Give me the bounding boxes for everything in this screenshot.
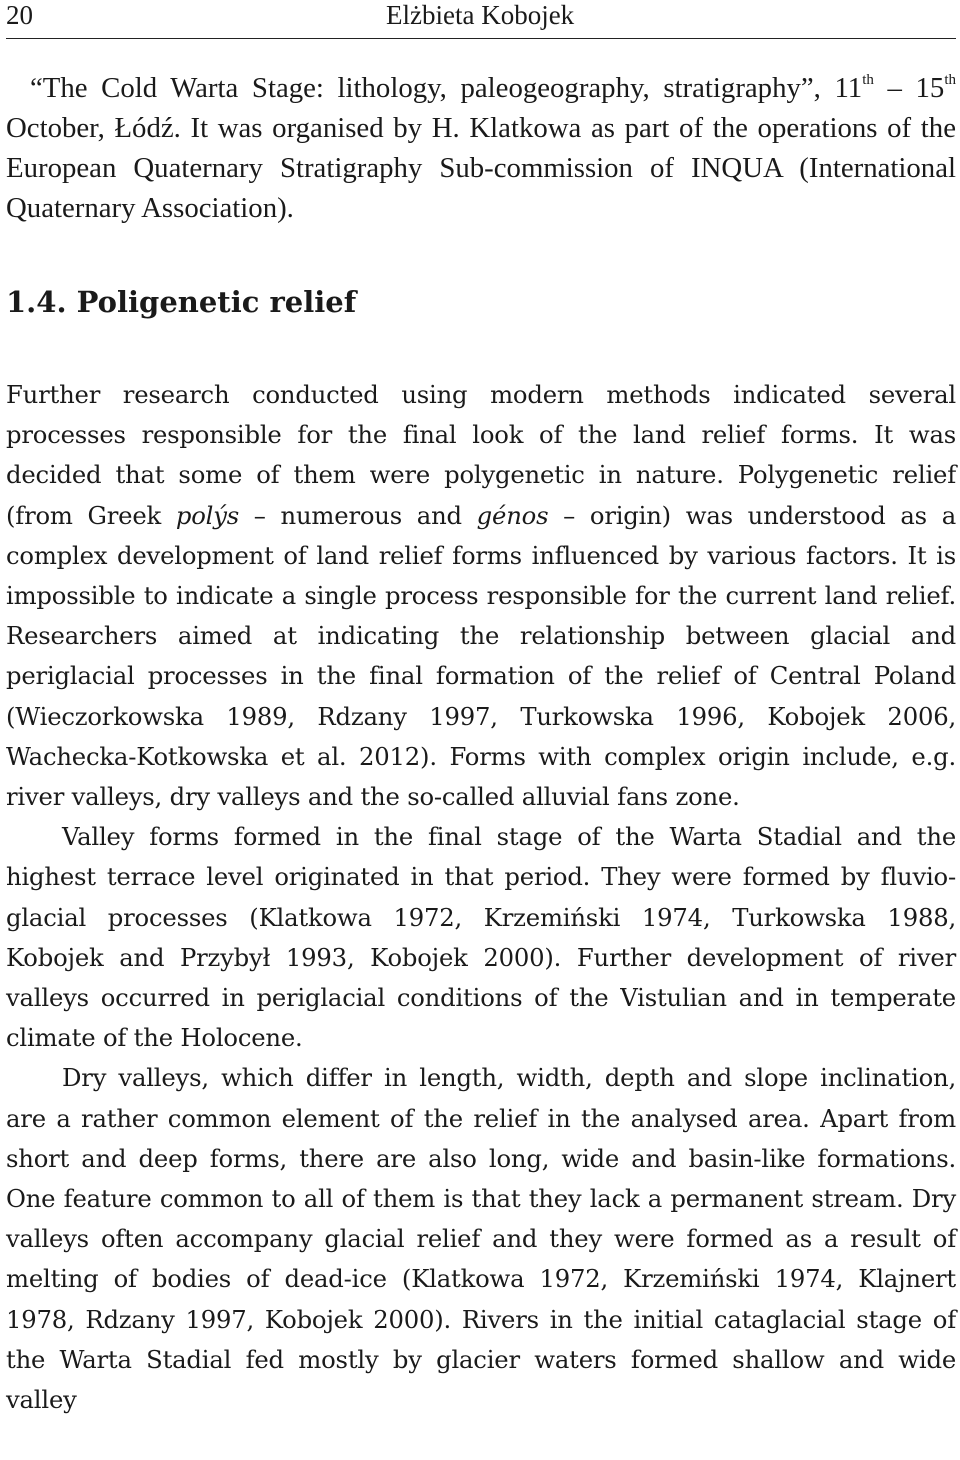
intro-text-part2: – 15 xyxy=(873,72,945,104)
paragraph-dry-valleys: Dry valleys, which differ in length, width, depth and slope inclination, are a rather common element of the relief in the analysed area. Apart from short and deep forms, there are also long, wide and basin-like formations. One feature common to all of them is that they lack a permanent stream. Dry valleys often accompany glacial relief and they were formed as a result of melting of bodies of dead-ice (Klatkowa 1972, Krzemiński 1974, Klajnert 1978, Rdzany 1997, Kobojek 2000). Rivers in the initial cataglacial stage of the Warta Stadial fed mostly by glacier waters formed shallow and wide valley xyxy=(6,1063,956,1415)
running-head xyxy=(6,0,956,39)
paragraph-polygenetic-c: – origin) was understood as a complex development of land relief forms influenced by various factors. It is impossible to indicate a single process responsible for the current land relief. Researchers aimed at indicating the relationship between glacial and periglacial processes in the final formation of the relief of Central Poland (Wieczorkowska 1989, Rdzany 1997, Turkowska 1996, Kobojek 2006, Wachecka-Kotkowska et al. 2012). Forms with complex origin include, e.g. river valleys, dry valleys and the so-called alluvial fans zone. xyxy=(6,500,956,812)
section-body xyxy=(6,375,956,1420)
paragraph-polygenetic xyxy=(6,375,956,817)
intro-text-part3: October, Łódź. It was organised by H. Klatkowa as part of the operations of the European Quaternary Stratigraphy Sub-commission of INQUA (International Quaternary Association). xyxy=(6,112,956,224)
paragraph-polygenetic-b: – numerous and xyxy=(239,500,477,530)
superscript-th-1: th xyxy=(862,72,874,88)
page-number: 20 xyxy=(6,0,33,30)
greek-term-polys: polýs xyxy=(175,500,239,530)
intro-paragraph xyxy=(6,68,956,228)
paragraph-polygenetic-a: Further research conducted using modern methods indicated several processes responsible for the final look of the land relief forms. It was decided that some of them were polygenetic in nature. Polygenetic relief (from Greek xyxy=(6,380,956,530)
section-heading: 1.4. Poligenetic relief xyxy=(6,285,357,319)
intro-text-part1: “The Cold Warta Stage: lithology, paleogeography, stratigraphy”, 11 xyxy=(30,72,863,104)
paragraph-valley-forms: Valley forms formed in the final stage of the Warta Stadial and the highest terrace level originated in that period. They were formed by fluvio-glacial processes (Klatkowa 1972, Krzemiński 1974, Turkowska 1988, Kobojek and Przybył 1993, Kobojek 2000). Further development of river valleys occurred in periglacial conditions of the Vistulian and in temperate climate of the Holocene. xyxy=(6,822,956,1053)
intro-text xyxy=(6,68,956,228)
running-author: Elżbieta Kobojek xyxy=(386,0,575,30)
superscript-th-2: th xyxy=(944,72,957,88)
greek-term-genos: génos xyxy=(476,500,549,530)
